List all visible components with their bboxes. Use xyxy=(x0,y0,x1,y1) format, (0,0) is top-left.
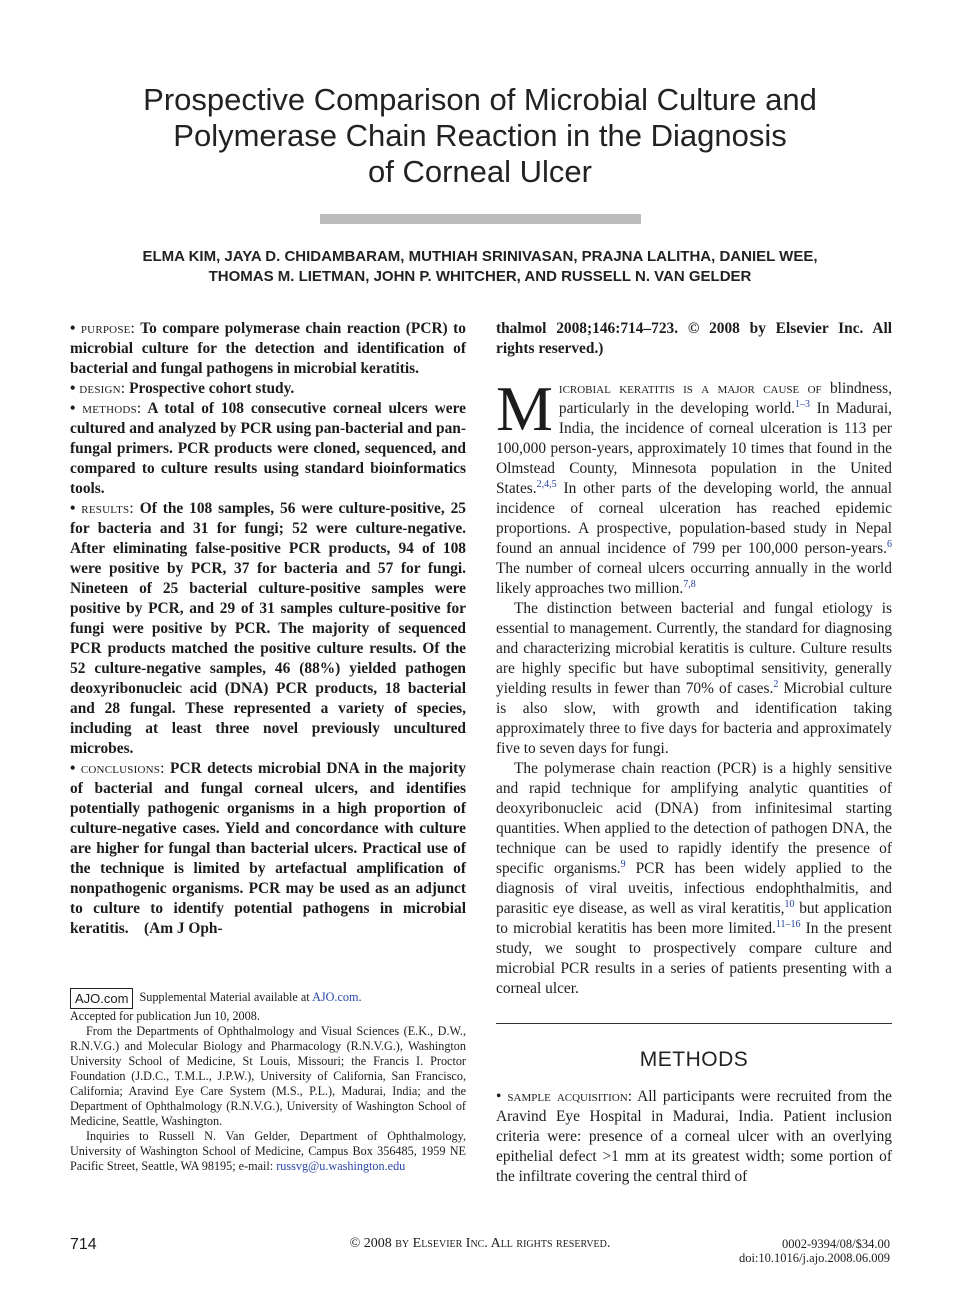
methods-label: methods: xyxy=(82,400,142,417)
text-span: but application to microbial keratitis has been more limited. xyxy=(496,900,892,937)
bullet: • xyxy=(70,760,76,777)
conclusions-label: conclusions: xyxy=(80,760,165,777)
bullet: • xyxy=(70,380,76,397)
citation-ref[interactable]: 11–16 xyxy=(775,918,801,930)
abstract xyxy=(70,319,466,939)
text-span: The number of corneal ulcers occurring annually in the world likely approaches two million. xyxy=(496,560,892,597)
bullet: • xyxy=(70,500,76,517)
drop-cap: M xyxy=(496,373,553,444)
citation-ref[interactable]: 1–3 xyxy=(795,398,811,410)
citation-start: (Am J Oph- xyxy=(143,920,223,937)
authors-line-2: THOMAS M. LIETMAN, JOHN P. WHITCHER, AND RUSSELL N. VAN GELDER xyxy=(208,268,752,285)
methods-paragraph-1 xyxy=(496,1087,892,1187)
citation-ref[interactable]: 6 xyxy=(887,538,892,550)
supplemental-text: Supplemental Material available at xyxy=(139,990,310,1004)
footnotes xyxy=(70,988,466,1174)
citation-ref[interactable]: 2,4,5 xyxy=(536,478,557,490)
bullet: • xyxy=(70,320,76,337)
authors-line-1: ELMA KIM, JAYA D. CHIDAMBARAM, MUTHIAH SRINIVASAN, PRAJNA LALITHA, DANIEL WEE, xyxy=(142,248,818,265)
intro-paragraph-2 xyxy=(496,599,892,759)
left-column xyxy=(70,319,466,939)
doi-block xyxy=(739,1237,890,1265)
abstract-design xyxy=(70,379,466,399)
introduction xyxy=(496,373,893,999)
text-span: In other parts of the developing world, the annual incidence of corneal ulceration has reached epidemic proportions. A prospective, population-based study in Nepal found an annual incidence of 799 per 100,000 person-years. xyxy=(496,480,892,557)
design-text: Prospective cohort study. xyxy=(129,380,295,397)
abstract-purpose xyxy=(70,319,466,379)
text-span: PCR has been widely applied to the diagnosis of viral uveitis, infectious endophthalmitis, and parasitic eye disease, as well as viral keratitis, xyxy=(496,860,892,917)
title-line-2: Polymerase Chain Reaction in the Diagnosis xyxy=(173,118,787,153)
text-span: The polymerase chain reaction (PCR) is a highly sensitive and rapid technique for amplifying analytic quantities of deoxyribonucleic acid (DNA) from infinitesimal starting quantities. When applied to the detection of pathogen DNA, the technique can be used to rapidly identify the presence of specific organisms. xyxy=(496,760,892,877)
inquiries-note xyxy=(70,1129,466,1174)
doi: doi:10.1016/j.ajo.2008.06.009 xyxy=(738,1251,890,1265)
right-column xyxy=(496,319,892,1187)
title-line-1: Prospective Comparison of Microbial Culture and xyxy=(143,82,817,117)
citation-ref[interactable]: 10 xyxy=(784,898,795,910)
bullet: • xyxy=(70,400,76,417)
bullet: • xyxy=(496,1088,502,1105)
abstract-results xyxy=(70,499,466,759)
article-title xyxy=(90,82,870,190)
sample-acquisition-label: sample acquisition: xyxy=(507,1088,632,1105)
supplemental-note xyxy=(70,988,466,1009)
abstract-conclusions xyxy=(70,759,466,939)
abstract-methods xyxy=(70,399,466,499)
supplemental-end: . xyxy=(358,990,362,1004)
issn-price: 0002-9394/08/$34.00 xyxy=(782,1237,890,1251)
citation-ref[interactable]: 2 xyxy=(773,678,779,690)
email-link[interactable]: russvg@u.washington.edu xyxy=(276,1159,406,1173)
purpose-text: To compare polymerase chain reaction (PCR) to microbial culture for the detection and identification of bacterial and fungal pathogens in microbial keratitis. xyxy=(70,320,466,377)
title-line-3: of Corneal Ulcer xyxy=(368,154,592,189)
purpose-label: purpose: xyxy=(80,320,136,337)
copyright-notice: © 2008 by Elsevier Inc. All rights reserved. xyxy=(349,1236,611,1251)
results-text: Of the 108 samples, 56 were culture-positive, 25 for bacteria and 31 for fungi; 52 were culture-negative. After eliminating false-positive PCR products, 94 of 108 were positive by PCR, 37 for bacteria and 57 for fungi. Nineteen of 25 bacterial culture-positive samples were positive by PCR, and 29 of 31 samples culture-positive for fungi were positive by PCR. The majority of sequenced PCR products matched the positive culture results. Of the 52 culture-negative samples, 46 (88%) yielded pathogen deoxyribonucleic acid (DNA) PCR products, 18 bacterial and 28 fungal. These represented a variety of species, including at least three novel previously uncultured microbes. xyxy=(70,500,466,757)
conclusions-text: PCR detects microbial DNA in the majority of bacterial and fungal corneal ulcers, and identifies potentially pathogenic organisms in a high proportion of culture-negative cases. Yield and concordance with culture are higher for fungal than bacterial ulcers. Practical use of the technique is limited by artefactual amplification of nonpathogenic organisms. PCR may be used as an adjunct to culture to identify potential pathogens in microbial keratitis. xyxy=(70,760,466,937)
citation-ref[interactable]: 9 xyxy=(620,858,626,870)
abstract-citation-end: thalmol 2008;146:714–723. © 2008 by Elsevier Inc. All rights reserved.) xyxy=(496,320,892,357)
text-span: In Madurai, India, the incidence of corneal ulceration is 113 per 100,000 person-years, approximately 10 times that found in the Olmstead County, Minnesota population in the United States. xyxy=(496,400,892,497)
intro-paragraph-1 xyxy=(496,373,892,599)
affiliations-note: From the Departments of Ophthalmology and Visual Sciences (E.K., D.W., R.N.V.G.) and Molecular Biology and Pharmacology (R.N.V.G.), Washington University School of Medicine, St Louis, Missouri; the Francis I. Proctor Foundation (J.D.C., T.M.L., J.P.W.), University of California, San Francisco, California; Aravind Eye Care System (M.S., P.L.), Madurai, India; and the Department of Ophthalmology (R.N.V.G.), University of Washington School of Medicine, Seattle, Washington. xyxy=(70,1024,466,1128)
text-span: All participants were recruited from the Aravind Eye Hospital in Madurai, India. Patient inclusion criteria were: presence of a corneal ulcer with an overlying epithelial defect >1 mm at its greatest width; some portion of the infiltrate covering the central third of xyxy=(496,1088,892,1185)
text-span: The distinction between bacterial and fungal etiology is essential to management. Currently, the standard for diagnosing and characterizing microbial keratitis is culture. Culture results are highly specific but have suboptimal sensitivity, generally yielding results in fewer than 70% of cases. xyxy=(496,600,892,697)
intro-paragraph-3 xyxy=(496,759,892,999)
methods-heading: METHODS xyxy=(639,1048,749,1071)
accepted-note: Accepted for publication Jun 10, 2008. xyxy=(70,1009,260,1023)
inquiries-text: Inquiries to Russell N. Van Gelder, Department of Ophthalmology, University of Washington School of Medicine, Campus Box 356485, 1959 NE Pacific Street, Seattle, WA 98195; e-mail: xyxy=(70,1129,466,1173)
citation-ref[interactable]: 7,8 xyxy=(683,578,696,590)
design-label: design: xyxy=(79,380,126,397)
methods-text: A total of 108 consecutive corneal ulcers were cultured and analyzed by PCR using pan-bacterial and pan-fungal primers. PCR products were cloned, sequenced, and compared to culture results using standard bioinformatics tools. xyxy=(70,400,466,497)
text-span: In the present study, we sought to prospectively compare culture and microbial PCR results in a series of patients presenting with a corneal ulcer. xyxy=(496,920,893,997)
lead-in: icrobial keratitis is a major cause of xyxy=(558,380,822,397)
ajo-link[interactable]: AJO.com xyxy=(312,990,359,1004)
title-divider-bar xyxy=(320,214,641,224)
results-label: results: xyxy=(81,500,134,517)
text-span: Microbial culture is also slow, with growth and identification taking approximately three to five days for bacteria and approximately five to seven days for fungi. xyxy=(496,680,892,757)
methods-body xyxy=(496,1087,892,1187)
text-span: blindness, particularly in the developing world. xyxy=(558,380,892,417)
ajo-badge: AJO.com xyxy=(70,988,133,1009)
page-number: 714 xyxy=(70,1236,97,1253)
section-divider xyxy=(496,1023,892,1024)
author-list xyxy=(70,247,890,287)
